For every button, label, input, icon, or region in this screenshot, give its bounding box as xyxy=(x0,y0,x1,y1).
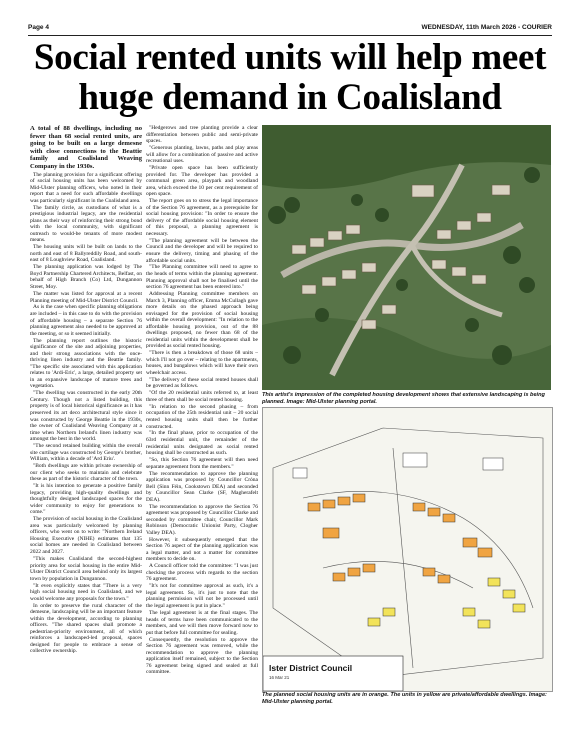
article-paragraph: The family circle, as custodians of what is a prestigious industrial legacy, are the residential plans as their way of reinforcing their strong bond with the local community, with significant outreach to would-be tenants of more modest means. xyxy=(30,204,142,244)
article-paragraph: "It is his intention to generate a positive family legacy, providing high-quality dwellings and thoughtfully designed landscaped spaces for the wider community to enjoy for generations to come." xyxy=(30,483,142,516)
column-2-paragraphs xyxy=(146,125,258,676)
article-paragraph: The matter was listed for approval at a recent Planning meeting of Mid-Ulster District Council. xyxy=(30,290,142,304)
column-1-paragraphs xyxy=(30,172,142,655)
article-paragraph: "Generous planting, lawns, paths and play areas will allow for a combination of passive and active recreational uses. xyxy=(146,145,258,165)
article-paragraph: A Council officer told the committee: "I was just checking the process with regards to the section 76 agreement. xyxy=(146,563,258,583)
site-plan-image xyxy=(262,407,553,692)
plan-caption: The planned social housing units are in orange. The units in yellow are private/affordable dwellings. Image: Mid-Ulster planning portal. xyxy=(262,692,547,705)
article-paragraph: Addressing Planning committee members on March 3, Planning officer, Emma McCullagh gave more details on the phased approach being envisaged for the provision of social housing within the overall development: "In relation to the affordable housing provision, out of the 88 dwellings proposed, no fewer than 68 of the residential units within the development shall be provided as social rented housing. xyxy=(146,291,258,350)
article-paragraph: "The second retained building within the overall site curtilage was constructed by George's brother, William, within a decade of 'Ard Eriu'. xyxy=(30,443,142,463)
site-plan-graphic xyxy=(263,408,552,691)
article-paragraph: However, it subsequently emerged that the Section 76 aspect of the planning application was a legal matter, and not a matter for committee members to decide on. xyxy=(146,536,258,563)
article-paragraph: "In relation to the second phasing – from occupation of the 25th residential unit – 20 social rented housing units shall then be further constructed. xyxy=(146,403,258,430)
article-paragraph: "It's not for committee approval as such, it's a legal agreement. So, it's just to note that the planning permission will not be processed until the legal agreement is put in place." xyxy=(146,583,258,610)
article-paragraph: "So, this Section 76 agreement will then need separate agreement from the members." xyxy=(146,457,258,470)
article-paragraph: The planning provision for a significant offering of social housing units has been welcomed by Mid-Ulster planning officers, who noted in their report that a need for such affordable dwellings was particularly significant in the Coalisland area. xyxy=(30,171,142,204)
page-header xyxy=(28,24,552,36)
aerial-render-graphic xyxy=(262,125,551,390)
article-column-1 xyxy=(30,125,142,715)
issue-date: WEDNESDAY, 11th March 2026 - COURIER xyxy=(421,24,552,31)
article-paragraph: "Hedgerows and tree planting provide a clear differentiation between public and semi-private spaces. xyxy=(146,125,258,145)
article-paragraph: The planning report outlines the historic significance of the site and adjoining properties, and their strong associations with the once-thriving linen industry and the Beattie family. "The specific site associated with this application relates to 'Ardi-Eric', a large, detailed property set in an expansive landscape of mature trees and vegetation. xyxy=(30,337,142,390)
artist-impression-image xyxy=(262,125,551,390)
article-paragraph: "In the final phase, prior to occupation of the 63rd residential unit, the remainder of the residential units designated as social rented housing shall be constructed as such. xyxy=(146,430,258,457)
article-paragraph: As is the case when specific planning obligations are included – in this case to do with the provision of affordable housing – a separate Section 76 planning agreement also needed to be approved at the meeting, or so it seemed initially. xyxy=(30,304,142,337)
article-paragraph: The planning application was lodged by The Boyd Partnership Chartered Architects, Belfast, on behalf of High Branch (Co) Ltd, Dungannon Street, Moy. xyxy=(30,264,142,291)
article-paragraph: In order to preserve the rural character of the demesne, landscaping will be an important feature within the development, according to planning officers. "The shared spaces shall promote a pedestrian-priority environment, all of which reinforces a landscaped-led proposal, spaces designed for people to embrace a sense of collective ownership. xyxy=(30,602,142,655)
plan-title-block: lster District Council xyxy=(269,663,353,673)
article-paragraph: "Private open space has been sufficiently provided for. The developer has provided a communal green area, playpark and woodland area, which exceed the 10 per cent requirement of open space. xyxy=(146,165,258,198)
article-paragraph: "There is then a breakdown of those 68 units – which I'll not go over – relating to the apartments, houses, and bungalows which will have their own wheelchair access. xyxy=(146,350,258,376)
article-paragraph: "Of the 20 residential units referred to, at least three of them shall be social rented housing. xyxy=(146,390,258,403)
article-paragraph: "It even explicitly states that "There is a very high social housing need in Coalisland, and we would welcome any proposals for the town." xyxy=(30,582,142,602)
article-paragraph: The legal agreement is at the final stages. The heads of terms have been communicated to the members, and we will then move forward now to put that before full committee for sealing. xyxy=(146,609,258,636)
article-paragraph: "This makes Coalisland the second-highest priority area for social housing in the entire Mid-Ulster District Council area behind only its largest town by population in Dungannon. xyxy=(30,555,142,582)
article-paragraph: Consequently, the resolution to approve the Section 76 agreement was removed, while the recommendation to approve the planning application itself remained, subject to the Section 76 agreement being signed and sealed at full committee. xyxy=(146,636,258,676)
article-paragraph: "The dwelling was constructed in the early 20th Century. Though not a listed building, this property is of local historical significance as it has preserved its art deco architectural style since it was constructed by George Beattie in the 1930s, the owner of Coalisland Weaving Company at a time when Northern Ireland's linen industry was amongst the best in the world. xyxy=(30,390,142,443)
article-paragraph: The provision of social housing in the Coalisland area was particularly welcomed by planning officers, who went on to write: "Northern Ireland Housing Executive (NIHE) estimates that 135 social homes are needed in Coalisland between 2022 and 2027. xyxy=(30,516,142,556)
article-paragraph: "The delivery of these social rented houses shall be governed as follows. xyxy=(146,376,258,390)
article-paragraph: The report goes on to stress the legal importance of the Section 76 agreement, as a prerequisite for social housing provision: "In order to ensure the delivery of the affordable social housing element of this proposal, a planning agreement is necessary. xyxy=(146,198,258,237)
article-paragraph: "Both dwellings are within private ownership of our client who seeks to maintain and celebrate these as part of the historic character of the town. xyxy=(30,463,142,483)
article-paragraph: "The planning agreement will be between the Council and the developer and will be required to ensure the delivery, timing and phasing of the affordable social units. xyxy=(146,237,258,264)
article-column-2 xyxy=(146,125,258,715)
article-paragraph: The recommendation to approve the Section 76 agreement was proposed by Councillor Clarke and seconded by committee chair, Councillor Mark Robinson (Democratic Unionist Party, Clogher Valley DEA). xyxy=(146,503,258,536)
plan-date: 16 Mar 21 xyxy=(269,675,290,680)
page-number: Page 4 xyxy=(28,24,49,31)
article-paragraph: The housing units will be built on lands to the north and east of 8 Ballyreddily Road, and south-east of 8 Loughview Road, Coalisland. xyxy=(30,244,142,264)
article-lead: A total of 88 dwellings, including no fewer than 68 social rented units, are going to be built on a large demesne with close connections to the Beattie family and Coalisland Weaving Company in the 1930s. xyxy=(30,125,142,170)
article-paragraph: "The Planning committee will need to agree to the heads of terms within the planning agreement. Planning approval shall not be finalised until the section 76 agreement has been entered into." xyxy=(146,264,258,291)
photo-caption: This artist's impression of the completed housing development shows that extensive landscaping is being planned. Image: Mid-Ulster planning portal. xyxy=(262,392,545,405)
article-paragraph: The recommendation to approve the planning application was proposed by Councillor Cróna Bell (Sinn Féin, Cookstown DEA) and seconded by Councillor Sean Clarke (SF, Magherafelt DEA). xyxy=(146,470,258,503)
headline: Social rented units will help meet huge demand in Coalisland xyxy=(33,37,547,118)
